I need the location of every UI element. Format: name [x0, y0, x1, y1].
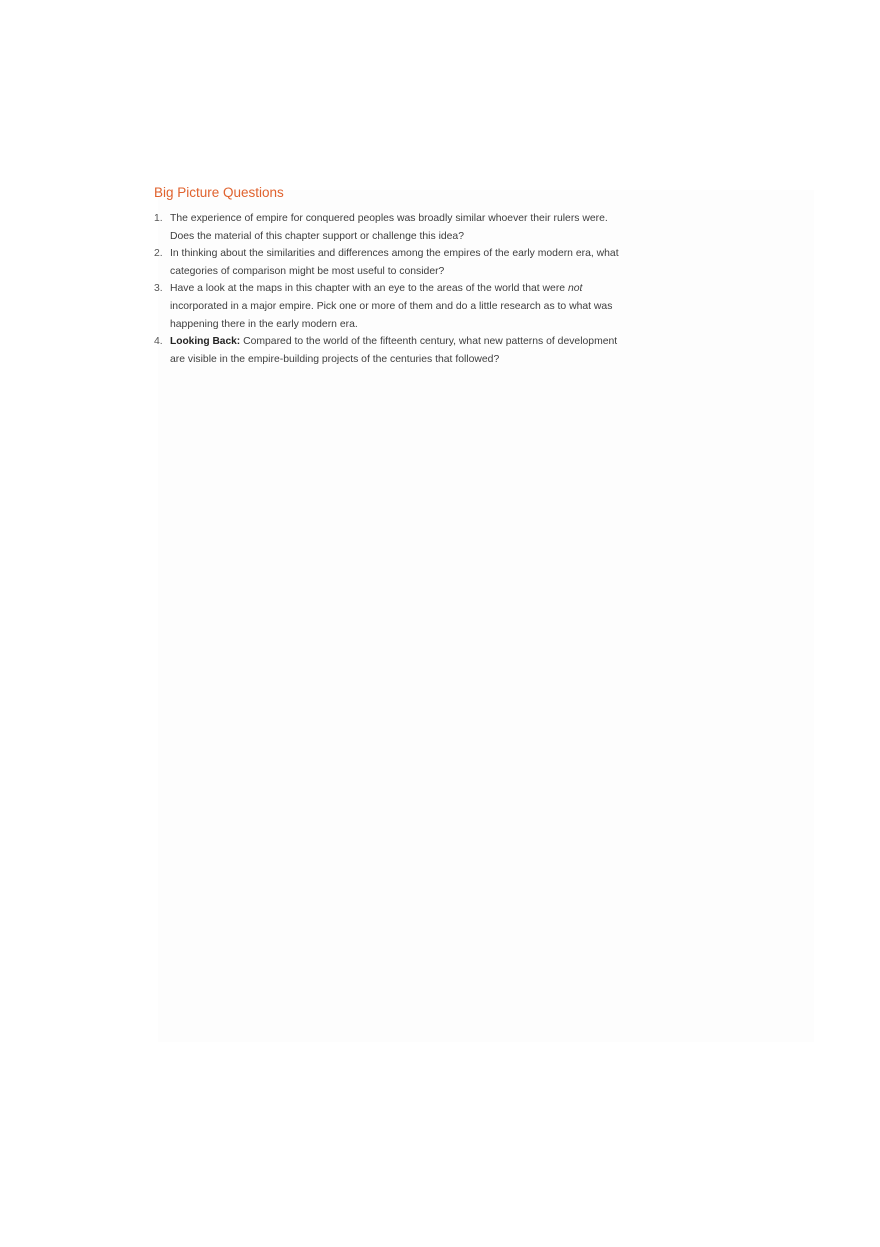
- question-item-2: [154, 245, 634, 280]
- question-number: 3.: [154, 283, 163, 295]
- question-text: Compared to the world of the fifteenth century, what new patterns of development are visible in the empire-building projects of the centuries that followed?: [170, 336, 618, 365]
- question-text-before: Have a look at the maps in this chapter with an eye to the areas of the world that were: [170, 283, 568, 295]
- question-item-3: [154, 280, 634, 333]
- question-number: 2.: [154, 248, 163, 260]
- question-number: 4.: [154, 336, 163, 348]
- question-text: In thinking about the similarities and differences among the empires of the early modern era, what categories of comparison might be most useful to consider?: [170, 248, 619, 277]
- question-number: 1.: [154, 213, 163, 224]
- questions-list: [154, 210, 634, 368]
- question-lead: Looking Back:: [170, 336, 241, 348]
- section-heading: Big Picture Questions: [154, 185, 284, 200]
- question-text-after: incorporated in a major empire. Pick one or more of them and do a little research as to what was happening there in the early modern era.: [170, 300, 613, 330]
- question-emphasis: not: [567, 283, 583, 295]
- question-text: The experience of empire for conquered peoples was broadly similar whoever their rulers were. Does the material of this chapter support or challenge this idea?: [170, 213, 608, 242]
- question-item-4: [154, 333, 634, 368]
- big-picture-questions-section: [154, 184, 634, 368]
- question-item-1: [154, 210, 634, 245]
